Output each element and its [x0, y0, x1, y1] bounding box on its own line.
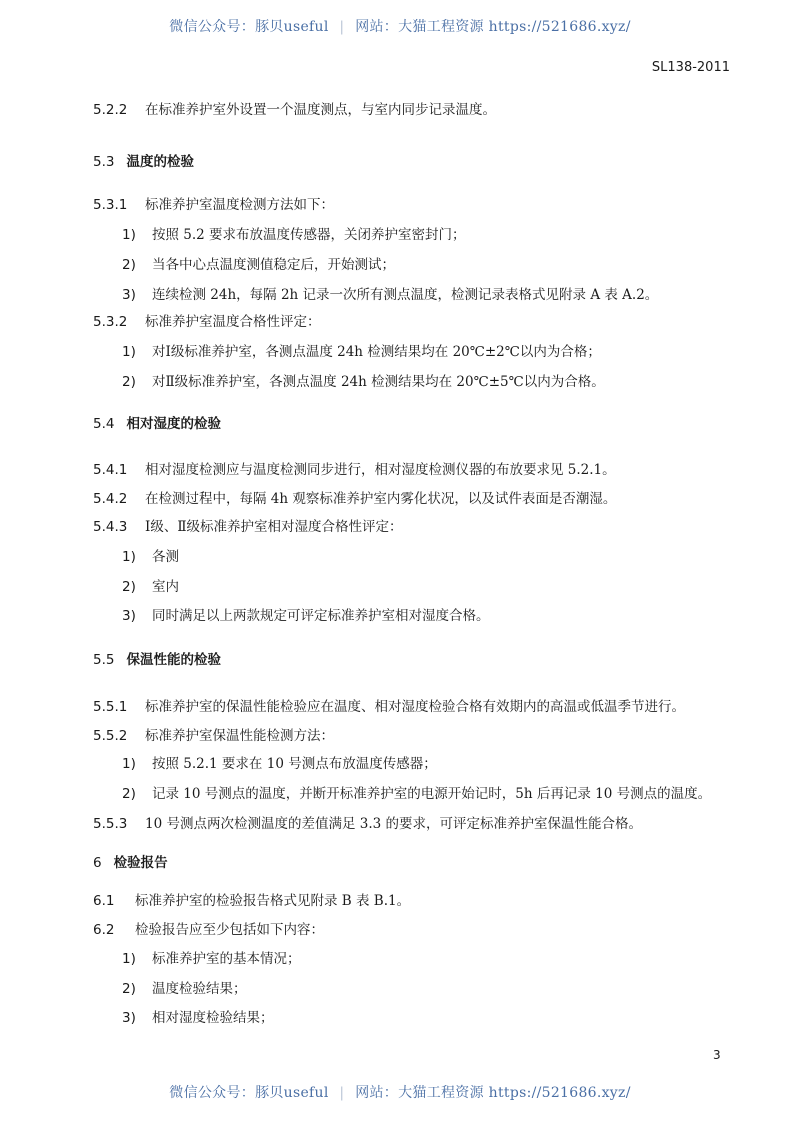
section-heading [93, 851, 168, 871]
clause-number: 2) [122, 579, 136, 595]
watermark-wechat: 微信公众号：豚贝useful [169, 1085, 329, 1101]
clause-text: 在标准养护室外设置一个温度测点，与室内同步记录温度。 [145, 102, 496, 118]
clause-text: Ⅰ级、Ⅱ级标准养护室相对湿度合格性评定： [145, 519, 403, 535]
section-heading [93, 648, 221, 668]
clause-text: 标准养护室保温性能检测方法： [145, 728, 334, 744]
clause-number: 5.2.2 [93, 102, 128, 118]
clause-text: 保温性能的检验 [126, 652, 221, 668]
list-item [122, 340, 601, 360]
clause-number: 5.5.1 [93, 699, 128, 715]
clause-number: 5.4.3 [93, 519, 128, 535]
clause-text: 对Ⅰ级标准养护室，各测点温度 24h 检测结果均在 20℃±2℃以内为合格； [152, 344, 601, 360]
list-item [122, 545, 179, 565]
clause-number: 5.4.1 [93, 462, 128, 478]
clause-text: 相对湿度检测应与温度检测同步进行，相对湿度检测仪器的布放要求见 5.2.1。 [145, 462, 616, 478]
clause-text: 室内 [152, 579, 179, 595]
clause-number: 3) [122, 608, 136, 624]
clause-number: 6 [93, 855, 102, 871]
clause [93, 724, 334, 744]
clause-number: 1) [122, 951, 136, 967]
clause-text: 温度的检验 [126, 154, 194, 170]
clause [93, 193, 334, 213]
list-item [122, 575, 179, 595]
clause-number: 5.3.2 [93, 314, 128, 330]
list-item [122, 977, 247, 997]
clause-text: 对Ⅱ级标准养护室，各测点温度 24h 检测结果均在 20℃±5℃以内为合格。 [152, 374, 605, 390]
clause-number: 5.3 [93, 154, 115, 170]
watermark-site: 网站：大猫工程资源 https://521686.xyz/ [355, 1085, 631, 1101]
clause-number: 3) [122, 1010, 136, 1026]
clause [93, 812, 642, 832]
clause-number: 5.4 [93, 416, 115, 432]
list-item [122, 604, 490, 624]
clause-text: 连续检测 24h，每隔 2h 记录一次所有测点温度，检测记录表格式见附录 A 表 A.2。 [152, 287, 659, 303]
clause-number: 6.2 [93, 922, 115, 938]
clause-number: 2) [122, 374, 136, 390]
clause [93, 458, 616, 478]
clause-number: 2) [122, 786, 136, 802]
list-item [122, 782, 711, 802]
watermark-separator: | [339, 1085, 345, 1101]
watermark-site: 网站：大猫工程资源 https://521686.xyz/ [355, 19, 631, 35]
clause-text: 相对湿度的检验 [126, 416, 221, 432]
clause-text: 检验报告应至少包括如下内容： [135, 922, 324, 938]
clause-text: 10 号测点两次检测温度的差值满足 3.3 的要求，可评定标准养护室保温性能合格。 [145, 816, 643, 832]
clause-text: 按照 5.2.1 要求在 10 号测点布放温度传感器； [152, 756, 437, 772]
watermark-bottom [0, 1082, 800, 1102]
clause-text: 在检测过程中，每隔 4h 观察标准养护室内雾化状况，以及试件表面是否潮湿。 [145, 491, 617, 507]
list-item [122, 283, 658, 303]
clause-number: 3) [122, 287, 136, 303]
clause-text: 温度检验结果； [152, 981, 247, 997]
clause-number: 5.5.2 [93, 728, 128, 744]
clause-text: 标准养护室的检验报告格式见附录 B 表 B.1。 [135, 893, 411, 909]
clause [93, 310, 321, 330]
clause-number: 1) [122, 756, 136, 772]
clause-text: 标准养护室温度检测方法如下： [145, 197, 334, 213]
clause-text: 标准养护室的保温性能检验应在温度、相对湿度检验合格有效期内的高温或低温季节进行。 [145, 699, 685, 715]
watermark-separator: | [339, 19, 345, 35]
clause [93, 889, 410, 909]
list-item [122, 223, 466, 243]
clause [93, 695, 685, 715]
list-item [122, 370, 605, 390]
clause-text: 检验报告 [113, 855, 168, 871]
list-item [122, 752, 437, 772]
clause [93, 918, 324, 938]
clause-number: 5.5.3 [93, 816, 128, 832]
clause-text: 相对湿度检验结果； [152, 1010, 274, 1026]
clause-number: 5.3.1 [93, 197, 128, 213]
clause-text: 各测 [152, 549, 179, 565]
standard-code: SL138-2011 [651, 60, 730, 75]
section-heading [93, 412, 221, 432]
clause-text: 标准养护室温度合格性评定： [145, 314, 321, 330]
clause [93, 487, 616, 507]
clause-text: 同时满足以上两款规定可评定标准养护室相对湿度合格。 [152, 608, 490, 624]
watermark-top [0, 16, 800, 36]
watermark-wechat: 微信公众号：豚贝useful [169, 19, 329, 35]
clause-number: 6.1 [93, 893, 115, 909]
list-item [122, 253, 395, 273]
clause-number: 1) [122, 227, 136, 243]
list-item [122, 1006, 274, 1026]
clause-text: 记录 10 号测点的温度，并断开标准养护室的电源开始记时，5h 后再记录 10 号测点的温度。 [152, 786, 712, 802]
clause-text: 按照 5.2 要求布放温度传感器，关闭养护室密封门； [152, 227, 466, 243]
list-item [122, 947, 301, 967]
clause-text: 标准养护室的基本情况； [152, 951, 301, 967]
clause-number: 2) [122, 981, 136, 997]
clause-text: 当各中心点温度测值稳定后，开始测试； [152, 257, 395, 273]
clause-number: 1) [122, 549, 136, 565]
clause-number: 2) [122, 257, 136, 273]
clause [93, 515, 403, 535]
page-number: 3 [713, 1048, 721, 1062]
clause-number: 5.4.2 [93, 491, 128, 507]
clause-number: 1) [122, 344, 136, 360]
clause-number: 5.5 [93, 652, 115, 668]
clause [93, 98, 496, 118]
section-heading [93, 150, 194, 170]
